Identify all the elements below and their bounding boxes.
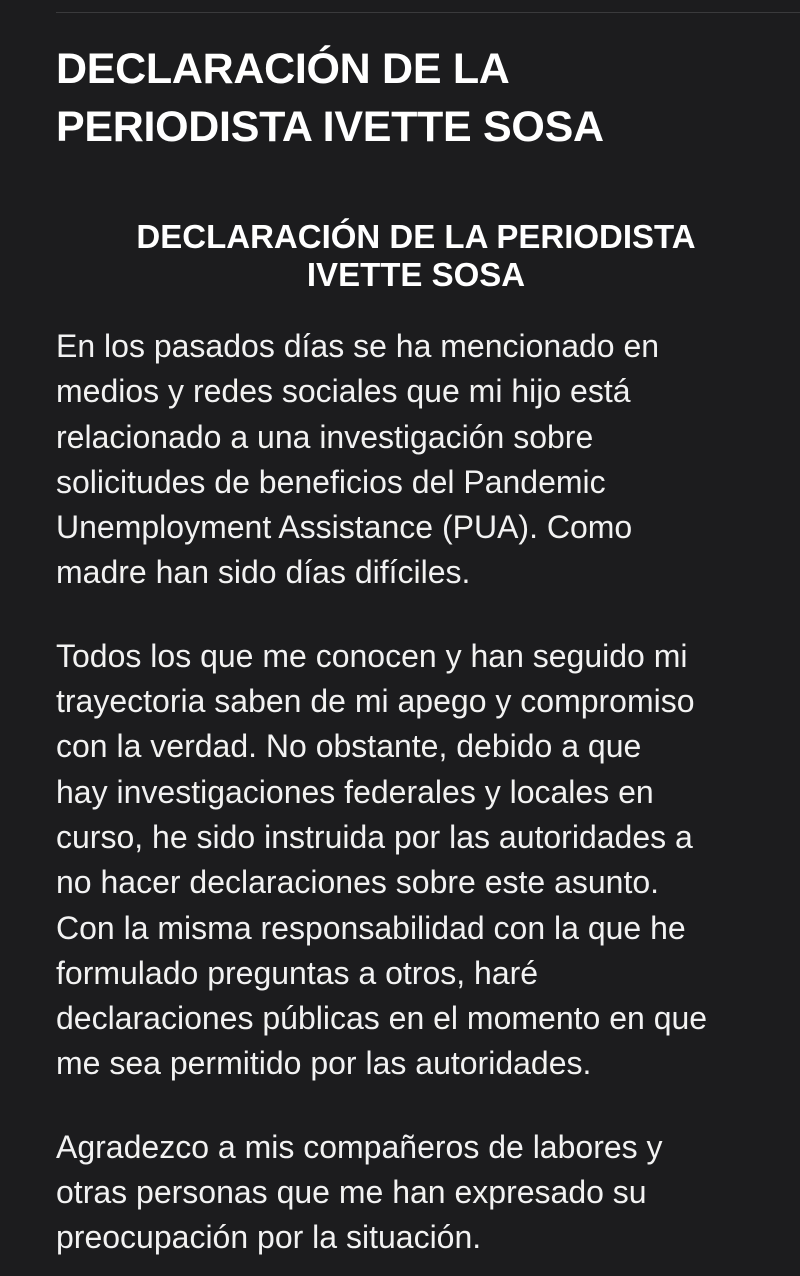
post-content: [56, 40, 792, 1261]
statement-paragraph-1: En los pasados días se ha mencionado en medios y redes sociales que mi hijo está relacionado a una investigación sobre solicitudes de beneficios del Pandemic Unemployment Assistance (PUA). Como madre han sido días difíciles.: [56, 328, 660, 591]
page-title: DECLARACIÓN DE LA PERIODISTA IVETTE SOSA: [56, 45, 604, 151]
top-divider: [56, 12, 800, 13]
statement-heading: DECLARACIÓN DE LA PERIODISTA IVETTE SOSA: [136, 218, 696, 293]
statement-paragraph-3: Agradezco a mis compañeros de labores y otras personas que me han expresado su preocupación por la situación.: [56, 1128, 663, 1256]
statement-paragraph-2: Todos los que me conocen y han seguido mi trayectoria saben de mi apego y compromiso con la verdad. No obstante, debido a que hay investigaciones federales y locales en curso, he sido instruida por las autoridades a no hacer declaraciones sobre este asunto. Con la misma responsabilidad con la que he formulado preguntas a otros, haré declaraciones públicas en el momento en que me sea permitido por las autoridades.: [56, 637, 708, 1082]
